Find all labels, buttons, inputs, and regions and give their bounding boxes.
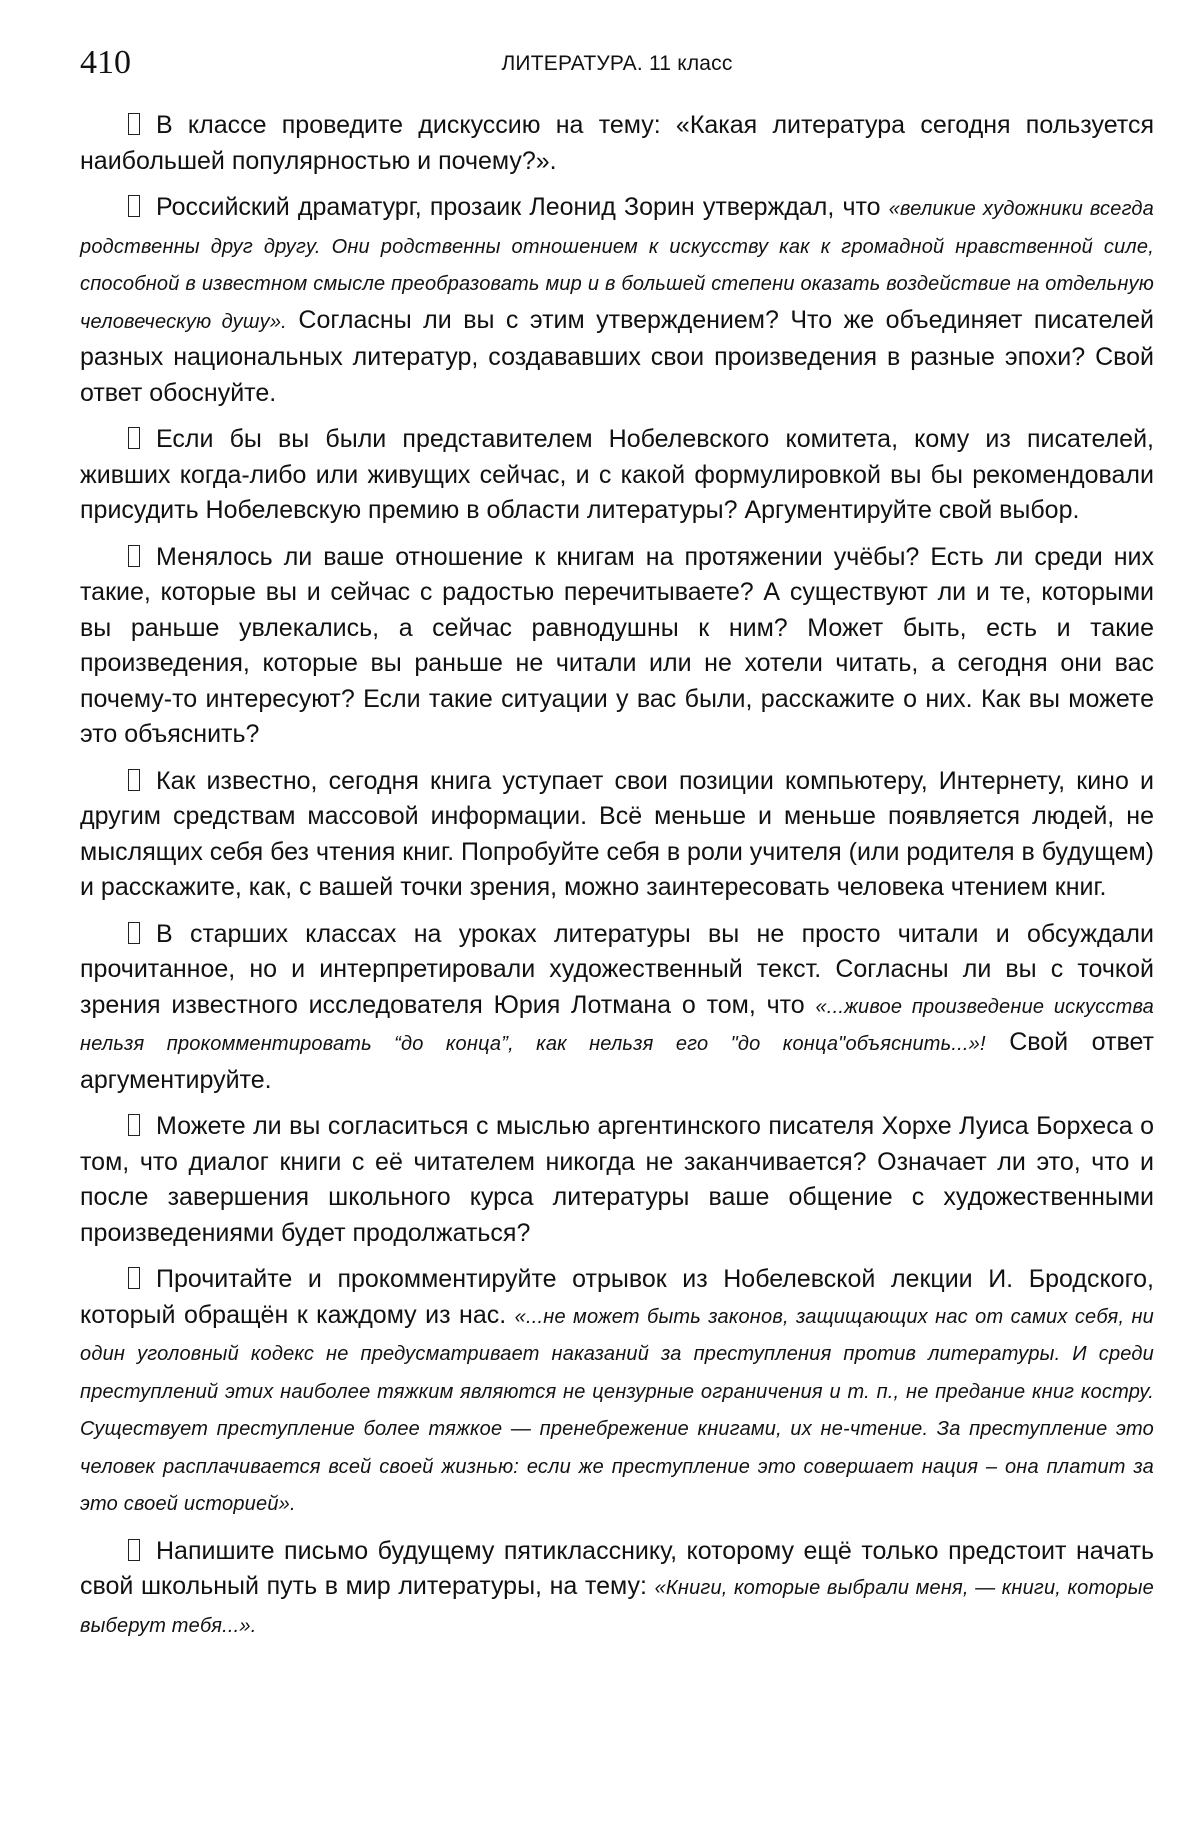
task-item	[80, 1262, 1154, 1523]
square-box-icon	[128, 113, 140, 135]
page-header	[80, 44, 1154, 84]
square-box-icon	[128, 1267, 140, 1289]
task-text: Российский драматург, прозаик Леонид Зорин утверждал, что	[156, 193, 889, 221]
task-text: Прочитайте и прокомментируйте отрывок из Нобелевской лекции И. Бродского, который обращён к каждому из нас.	[80, 1265, 1154, 1329]
page-number: 410	[80, 44, 131, 81]
task-item	[80, 108, 1154, 179]
square-box-icon	[128, 195, 140, 217]
task-item	[80, 764, 1154, 906]
square-box-icon	[128, 1114, 140, 1136]
square-box-icon	[128, 769, 140, 791]
square-box-icon	[128, 922, 140, 944]
square-box-icon	[128, 545, 140, 567]
task-text: Напишите письмо будущему пятикласснику, которому ещё только предстоит начать свой школьный путь в мир литературы, на тему:	[80, 1536, 1154, 1600]
task-text: Как известно, сегодня книга уступает свои позиции компьютеру, Интернету, кино и другим средствам массовой информации. Всё меньше и меньше появляется людей, не мыслящих себя без чтения книг. Попробуйте себя в роли учителя (или родителя в будущем) и расскажите, как, с вашей точки зрения, можно заинтересовать человека чтением книг.	[80, 766, 1154, 901]
task-item	[80, 190, 1154, 411]
square-box-icon	[128, 1539, 140, 1561]
task-item	[80, 917, 1154, 1099]
running-title: ЛИТЕРАТУРА. 11 класс	[501, 52, 733, 75]
task-text: Свой ответ аргументируйте.	[80, 1028, 1154, 1094]
task-text: В старших классах на уроках литературы вы не просто читали и обсуждали прочитанное, но и интерпретировали художественный текст. Согласны ли вы с точкой зрения известного исследователя Юрия Лотмана о том, что	[80, 919, 1154, 1019]
task-text: В классе проведите дискуссию на тему: «Какая литература сегодня пользуется наибольшей популярностью и почему?».	[80, 111, 1154, 175]
task-text: Согласны ли вы с этим утверждением? Что же объединяет писателей разных национальных литератур, создававших свои произведения в разные эпохи? Свой ответ обоснуйте.	[80, 305, 1154, 407]
task-item	[80, 422, 1154, 529]
task-quote: «великие художники всегда родственны друг другу. Они родственны отношением к искусству как к громадной нравственной силе, способной в известном смысле преобразовать мир и в большей степени оказать воздействие на отдельную человеческую душу».	[80, 198, 1154, 333]
task-text: Менялось ли ваше отношение к книгам на протяжении учёбы? Есть ли среди них такие, которые вы и сейчас с радостью перечитываете? А существуют ли и те, которыми вы раньше увлекались, а сейчас равнодушны к ним? Может быть, есть и такие произведения, которые вы раньше не читали или не хотели читать, а сегодня они вас почему-то интересуют? Если такие ситуации у вас были, расскажите о них. Как вы можете это объяснить?	[80, 542, 1154, 748]
task-list	[80, 108, 1154, 1655]
task-item	[80, 1109, 1154, 1251]
task-item	[80, 540, 1154, 753]
task-quote: «...не может быть законов, защищающих нас от самих себя, ни один уголовный кодекс не предусматривает наказаний за преступления против литературы. И среди преступлений этих наиболее тяжким являются не цензурные ограничения и т. п., не предание книг костру. Существует преступление более тяжкое — пренебрежение книгами, их не-чтение. За преступление это человек расплачивается всей своей жизнью: если же преступление это совершает нация – она платит за это своей историей».	[80, 1305, 1154, 1515]
square-box-icon	[128, 427, 140, 449]
task-quote: «Книги, которые выбрали меня, — книги, которые выберут тебя...».	[80, 1577, 1154, 1637]
task-item	[80, 1534, 1154, 1645]
task-quote: «...живое произведение искусства нельзя прокомментировать “до конца”, как нельзя его "до конца"объяснить...»!	[80, 995, 1154, 1055]
task-text: Если бы вы были представителем Нобелевского комитета, кому из писателей, живших когда-либо или живущих сейчас, и с какой формулировкой вы бы рекомендовали присудить Нобелевскую премию в области литературы? Аргументируйте свой выбор.	[80, 425, 1154, 524]
task-text: Можете ли вы согласиться с мыслью аргентинского писателя Хорхе Луиса Борхеса о том, что диалог книги с её читателем никогда не заканчивается? Означает ли это, что и после завершения школьного курса литературы ваше общение с художественными произведениями будет продолжаться?	[80, 1112, 1154, 1247]
